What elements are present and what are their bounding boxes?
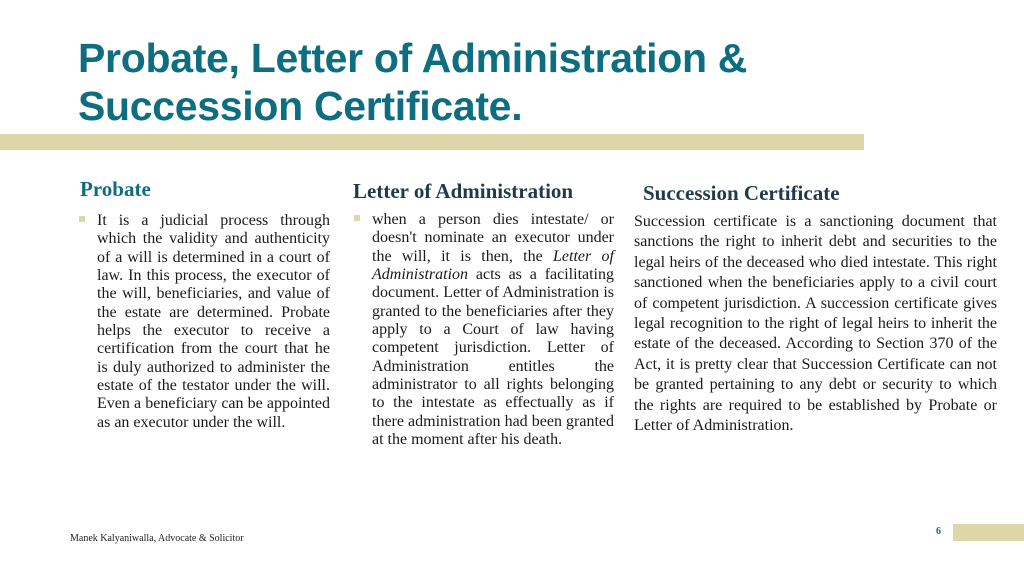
letter-of-administration-heading: Letter of Administration [353, 179, 574, 203]
slide-title: Probate, Letter of Administration & Succession Certificate. [78, 35, 748, 129]
loa-text-before: when a person dies intestate/ or doesn't nominate an executor under the will, it is then, the [372, 211, 614, 265]
footer-author: Manek Kalyaniwalla, Advocate & Solicitor [70, 533, 244, 544]
loa-text-after: acts as a facilitating document. Letter of Administration is granted to the beneficiaries after they apply to a Court of law having competent jurisdiction. Letter of Administration entitles the administrator to all rights belonging to the intestate as effectually as if there administration had been granted at the moment after his death. [372, 266, 614, 449]
page-number: 6 [936, 526, 941, 537]
probate-heading: Probate [80, 177, 151, 201]
succession-certificate-heading: Succession Certificate [643, 181, 840, 205]
loa-text-italic: Letter of Administration [372, 247, 614, 284]
square-bullet-icon [354, 215, 360, 221]
title-divider-band [0, 134, 864, 150]
probate-item [78, 212, 330, 432]
square-bullet-icon [79, 216, 85, 222]
letter-of-administration-list [353, 211, 614, 449]
letter-of-administration-item [353, 211, 614, 449]
page-number-band [953, 524, 1024, 541]
probate-list [78, 212, 330, 432]
succession-certificate-text: Succession certificate is a sanctioning document that sanctions the right to inherit debt and securities to the legal heirs of the deceased who died intestate. This right sanctioned when the beneficiaries apply to a civil court of competent jurisdiction. A succession certificate gives legal recognition to the right of legal heirs to inherit the estate of the deceased. According to Section 370 of the Act, it is pretty clear that Succession Certificate can not be granted pertaining to any debt or security to which the rights are required to be established by Probate or Letter of Administration. [634, 213, 997, 435]
probate-text: It is a judicial process through which the validity and authenticity of a will is determined in a court of law. In this process, the executor of the will, beneficiaries, and value of the estate are determined. Probate helps the executor to receive a certification from the court that he is duly authorized to administer the estate of the testator under the will. Even a beneficiary can be appointed as an executor under the will. [97, 212, 330, 431]
